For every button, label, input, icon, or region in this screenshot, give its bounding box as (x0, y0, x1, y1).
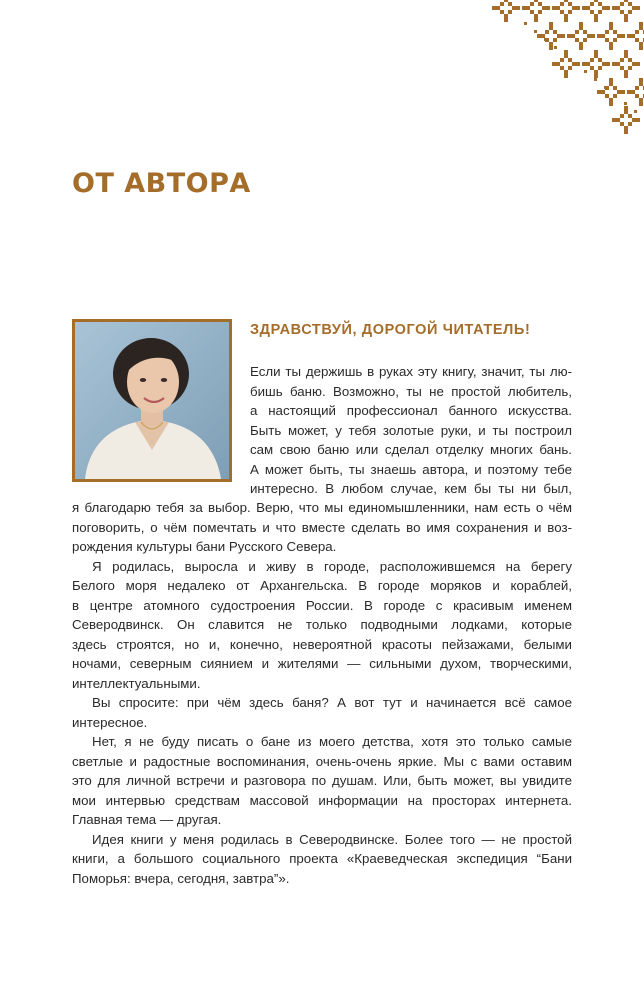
text-line: интеллектуальными. (72, 675, 201, 691)
text-line: рождения культуры бани Русского Севера. (72, 539, 337, 554)
text-line: я благодарю тебя за выбор. Верю, что мы единомышленники, нам есть о чём (72, 500, 572, 515)
text-line: Главная тема — другая. (72, 812, 222, 827)
text-line: Белого моря недалеко от Архангельска. В городе моряков и кораблей, (72, 578, 572, 593)
greeting-heading: ЗДРАВСТВУЙ, ДОРОГОЙ ЧИТАТЕЛЬ! (250, 322, 531, 338)
text-line: Северодвинск. Он славится не только подводными лодками, которые (72, 617, 572, 632)
body-text (72, 498, 572, 888)
paragraph-1-wrapped (250, 362, 572, 499)
text-line: интересно. В любом случае, кем бы ты ни был, (250, 481, 572, 496)
text-line: интересное. (72, 714, 148, 730)
text-line: ночами, северным сиянием и жителями — сильными духом, творческими, (72, 656, 572, 671)
text-line: светлые и радостные воспоминания, очень-очень яркие. Мы с вами оставим (72, 753, 572, 769)
text-line: А может быть, ты знаешь автора, и поэтому тебе (250, 461, 572, 477)
text-line: Идея книги у меня родилась в Северодвинске. Более того — не простой (92, 831, 572, 847)
text-line: а настоящий профессионал банного искусства. (250, 403, 572, 418)
page-title: ОТ АВТОРА (72, 168, 251, 199)
author-photo (72, 319, 232, 482)
text-line: здесь строятся, но и, конечно, невероятной красоты пейзажами, белыми (72, 636, 572, 652)
folk-ornament-decoration (484, 0, 644, 150)
text-line: поговорить, о чём помечтать и что вместе сделать во имя сохранения и воз- (72, 519, 572, 535)
text-line: Быть может, у тебя золотые руки, и ты построил (250, 422, 572, 438)
text-line: Я родилась, выросла и живу в городе, расположившемся на берегу (92, 558, 572, 574)
text-line: Вы спросите: при чём здесь баня? А вот тут и начинается всё самое (92, 695, 572, 710)
text-line: сам свою баню или сделал отделку многих бань. (250, 442, 572, 457)
text-line: Поморья: вчера, сегодня, завтра”». (72, 870, 290, 886)
text-line: в центре атомного судостроения России. В городе с красивым именем (72, 597, 572, 613)
text-line: Если ты держишь в руках эту книгу, значит, ты лю- (250, 364, 572, 379)
text-line: бишь баню. Возможно, ты не простой любитель, (250, 383, 572, 399)
text-line: это для личной встречи и разговора по душам. Или, быть может, вы увидите (72, 773, 572, 788)
text-line: Нет, я не буду писать о бане из моего детства, хотя это только самые (92, 734, 572, 749)
author-portrait-image (75, 322, 229, 479)
text-line: книги, а большого социального проекта «Краеведческая экспедиция “Бани (72, 851, 572, 866)
text-line: мои интервью средствам массовой информации на просторах интернета. (72, 792, 572, 808)
